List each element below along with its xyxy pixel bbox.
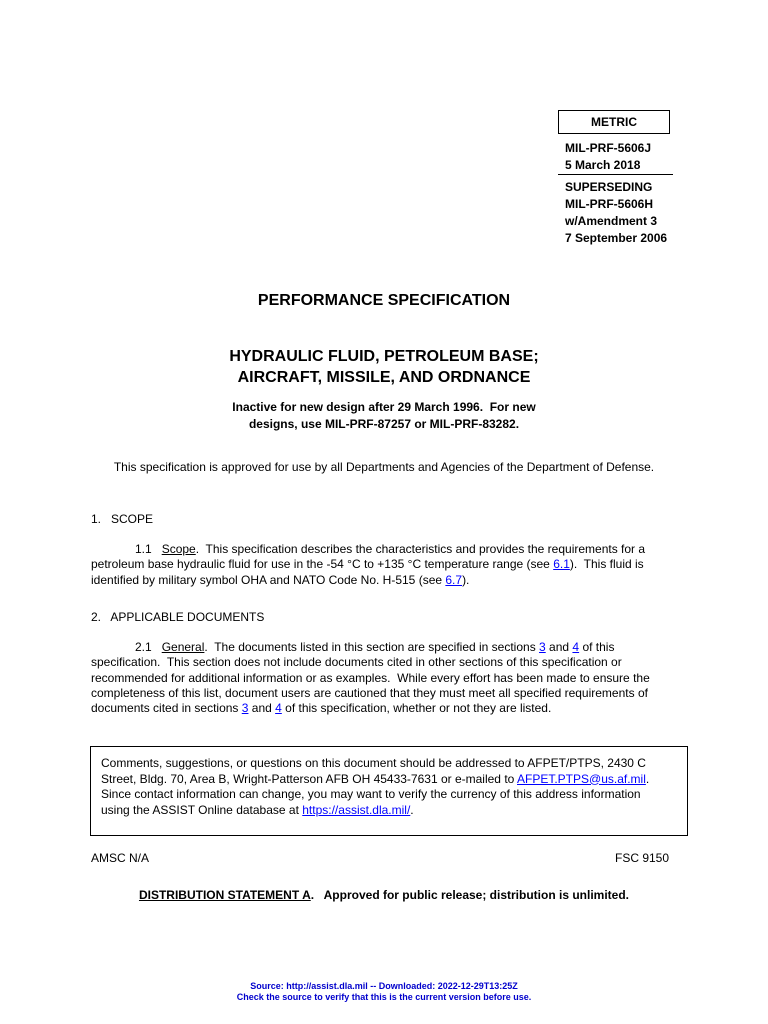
inactive-line-1: Inactive for new design after 29 March 1996. For new (232, 400, 536, 414)
superseded-date: 7 September 2006 (565, 231, 668, 245)
title-line-2: AIRCRAFT, MISSILE, AND ORDNANCE (237, 369, 531, 386)
section-link[interactable]: 6.7 (445, 572, 463, 587)
superseding-label: SUPERSEDING (565, 180, 653, 194)
paragraph-text: and (248, 701, 276, 716)
metric-box (558, 110, 670, 134)
document-title (0, 346, 768, 388)
section-link[interactable]: 3 (241, 701, 249, 716)
distribution-text: . Approved for public release; distribution is unlimited. (310, 888, 630, 902)
header-divider (558, 174, 673, 175)
paragraph-number: 1.1 (135, 542, 152, 556)
general-paragraph (91, 640, 671, 716)
comment-line-2 (101, 772, 677, 788)
spec-type-heading: PERFORMANCE SPECIFICATION (257, 292, 511, 309)
comment-box (90, 746, 688, 836)
title-line-1: HYDRAULIC FLUID, PETROLEUM BASE; (229, 348, 539, 365)
paragraph-text: ). This fluid is identified by military symbol OHA and NATO Code No. H-515 (see (91, 557, 648, 587)
paragraph-title: General (161, 640, 205, 654)
section-link[interactable]: 4 (572, 640, 580, 654)
doc-date: 5 March 2018 (565, 158, 641, 172)
comment-line-4 (101, 803, 677, 819)
section-link[interactable]: 6.1 (553, 557, 570, 572)
paragraph-text: . The documents listed in this section are specified in sections (204, 640, 540, 654)
footer-check-line: Check the source to verify that this is the current version before use. (236, 992, 532, 1002)
superseded-id: MIL-PRF-5606H (565, 197, 654, 211)
doc-id: MIL-PRF-5606J (565, 141, 652, 155)
superseding-block (565, 179, 667, 247)
paragraph-text: of this specification, whether or not they are listed. (281, 701, 552, 716)
section-1-heading: 1. SCOPE (91, 512, 154, 526)
paragraph-text: ). (462, 572, 470, 587)
email-link[interactable]: AFPET.PTPS@us.af.mil (517, 771, 646, 786)
comment-text: Street, Bldg. 70, Area B, Wright-Patterson AFB OH 45433-7631 or e-mailed to (101, 771, 517, 786)
document-identifier (565, 140, 651, 174)
paragraph-text: . This specification describes the characteristics and provides the requirements for a petroleum base hydraulic fluid for use in the -54 °C to +135 °C temperature range (see (91, 542, 649, 572)
superseded-amendment: w/Amendment 3 (565, 214, 658, 228)
amsc-label: AMSC N/A (91, 851, 150, 865)
metric-label: METRIC (591, 115, 637, 129)
fsc-label: FSC 9150 (615, 851, 670, 865)
comment-line-3: Since contact information can change, you may want to verify the currency of this address information (101, 787, 641, 801)
distribution-statement (0, 888, 768, 902)
paragraph-number: 2.1 (135, 640, 152, 654)
source-footer (0, 981, 768, 1003)
section-2-heading: 2. APPLICABLE DOCUMENTS (91, 610, 265, 624)
paragraph-text: and (545, 640, 573, 654)
comment-line-1: Comments, suggestions, or questions on this document should be addressed to AFPET/PTPS, 2430 C (101, 756, 646, 770)
inactive-line-2: designs, use MIL-PRF-87257 or MIL-PRF-83282. (248, 417, 520, 431)
paragraph-title: Scope (161, 542, 196, 556)
comment-text: using the ASSIST Online database at (101, 802, 303, 817)
approval-statement: This specification is approved for use by all Departments and Agencies of the Department of Defense. (113, 460, 655, 474)
inactive-notice (0, 399, 768, 433)
paragraph-text: of this specification. This section does not include documents cited in other sections of this specification or recommended for additional information or as examples. While every effort has been made to ensure the completeness of this list, document users are cautioned that they must meet all specified requirements of documents cited in sections (91, 640, 654, 716)
assist-link[interactable]: https://assist.dla.mil/ (302, 802, 411, 817)
comment-text: . (645, 771, 650, 786)
section-link[interactable]: 3 (539, 640, 546, 654)
distribution-label: DISTRIBUTION STATEMENT A (138, 888, 311, 902)
scope-paragraph (91, 542, 671, 588)
footer-source-line: Source: http://assist.dla.mil -- Downloaded: 2022-12-29T13:25Z (250, 981, 518, 991)
section-link[interactable]: 4 (275, 701, 282, 716)
comment-text: . (410, 802, 414, 817)
